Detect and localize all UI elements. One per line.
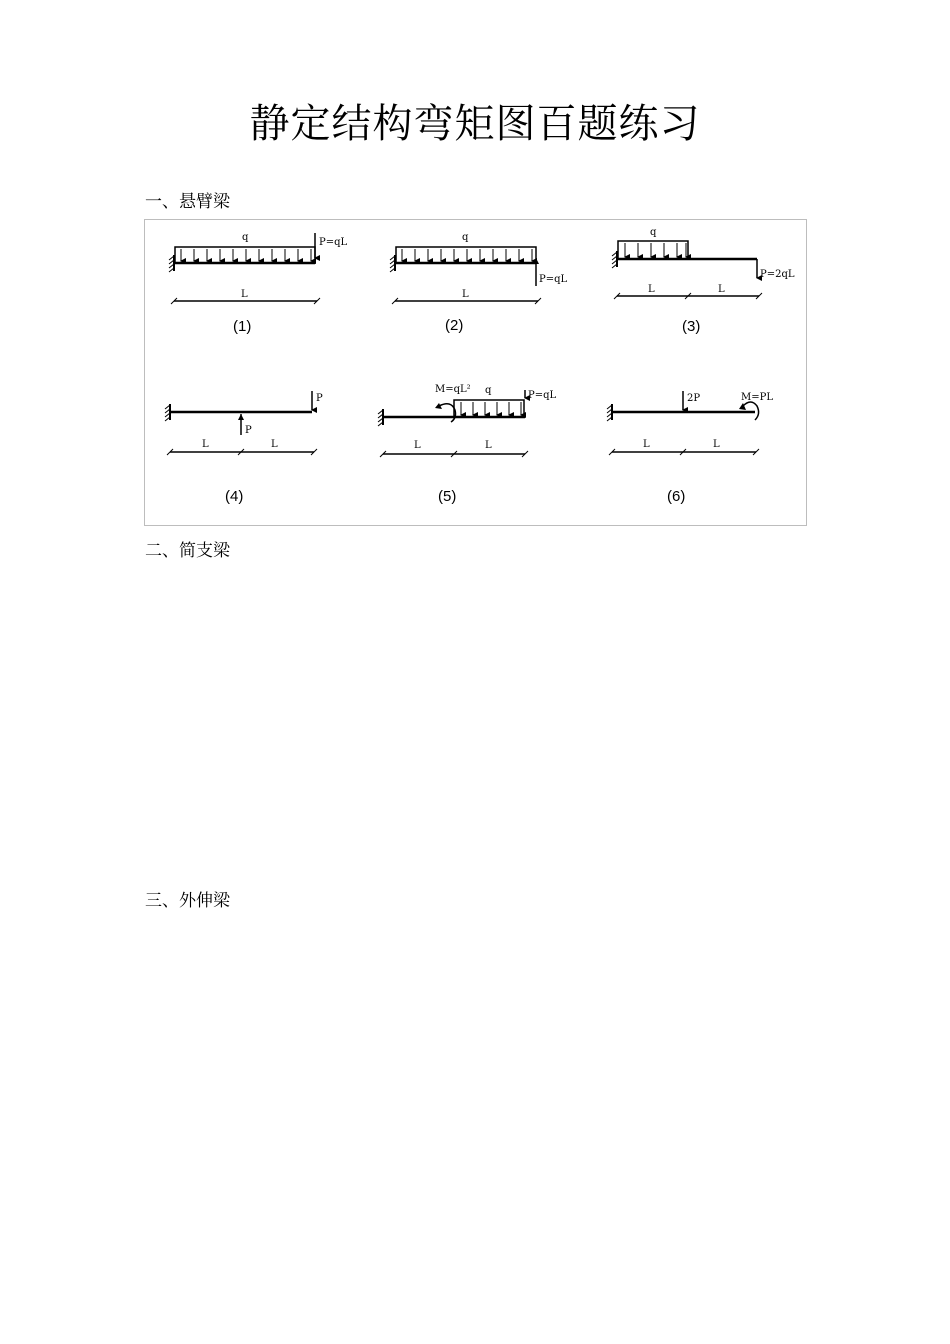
- section-overhanging-heading: 三、外伸梁: [145, 891, 230, 911]
- length-label: L: [414, 440, 421, 451]
- load-label-p: P=qL: [319, 237, 348, 248]
- length-label: L: [485, 440, 492, 451]
- length-label: L: [462, 289, 469, 300]
- length-label: L: [271, 439, 278, 450]
- load-label-q: q: [485, 385, 492, 396]
- page-title: 静定结构弯矩图百题练习: [249, 101, 701, 147]
- figure-3: [612, 227, 795, 335]
- figure-1: [169, 232, 348, 335]
- length-label: L: [202, 439, 209, 450]
- figure-caption: (3): [682, 318, 701, 335]
- moment-arrow-icon: [439, 404, 456, 422]
- cantilever-beam-diagrams: [145, 220, 808, 527]
- load-arrows: [181, 249, 311, 261]
- distributed-load: [175, 247, 315, 263]
- load-label-p: P=qL: [539, 274, 568, 285]
- load-label-p: P=qL: [528, 390, 557, 401]
- load-label-p: P: [316, 393, 323, 404]
- length-label: L: [648, 284, 655, 295]
- fixed-support-icon: [607, 404, 612, 421]
- distributed-load: [396, 247, 536, 263]
- figure-caption: (2): [445, 317, 464, 334]
- length-label: L: [241, 289, 248, 300]
- fixed-support-icon: [378, 409, 383, 426]
- fixed-support-icon: [165, 404, 170, 421]
- figure-6: [607, 391, 773, 505]
- figure-caption: (4): [225, 488, 244, 505]
- load-label-q: q: [462, 232, 469, 243]
- load-label-q: q: [242, 232, 249, 243]
- load-arrows: [402, 249, 532, 261]
- load-label-q: q: [650, 227, 657, 238]
- load-label-p: P=2qL: [760, 269, 795, 280]
- moment-label: M=qL²: [435, 384, 471, 395]
- section-cantilever-heading: 一、悬臂梁: [145, 192, 230, 212]
- fixed-support-icon: [169, 255, 174, 272]
- cantilever-figure-panel: [144, 219, 807, 526]
- distributed-load: [454, 400, 524, 417]
- moment-label: M=PL: [741, 392, 773, 403]
- length-label: L: [718, 284, 725, 295]
- figure-caption: (1): [233, 318, 252, 335]
- figure-caption: (5): [438, 488, 457, 505]
- fixed-support-icon: [390, 255, 395, 272]
- load-label-p: P: [245, 425, 252, 436]
- figure-5: [378, 384, 557, 505]
- figure-caption: (6): [667, 488, 686, 505]
- figure-4: [165, 391, 323, 505]
- length-label: L: [713, 439, 720, 450]
- fixed-support-icon: [612, 251, 617, 268]
- load-label-p: 2P: [687, 393, 701, 404]
- section-simply-supported-heading: 二、简支梁: [145, 541, 230, 561]
- load-arrows: [625, 243, 686, 257]
- load-arrows: [461, 402, 521, 415]
- length-label: L: [643, 439, 650, 450]
- figure-2: [390, 232, 568, 334]
